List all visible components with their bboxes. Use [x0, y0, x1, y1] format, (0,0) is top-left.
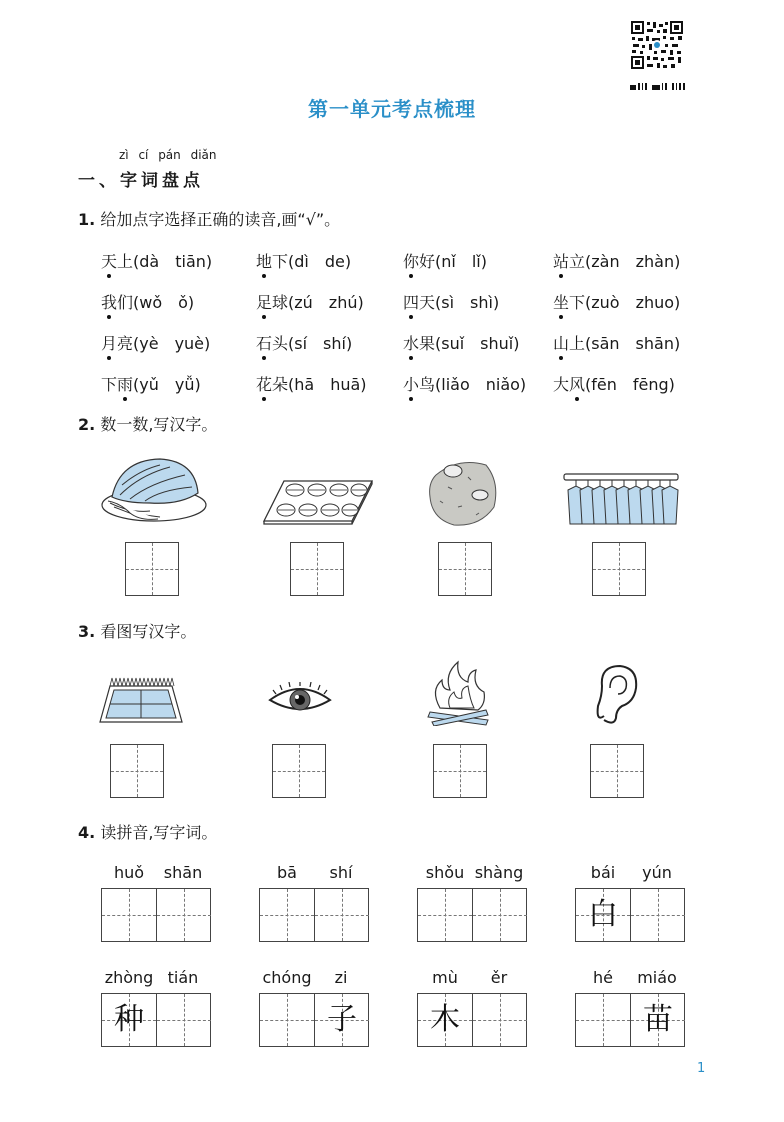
section-pinyin: zì cí pán diǎn — [119, 148, 217, 162]
word-box[interactable] — [259, 888, 369, 942]
question-number: 1. — [78, 210, 96, 229]
reading-choice-item[interactable] — [403, 249, 487, 272]
reading-choice-item[interactable] — [256, 290, 364, 313]
question-text: 数一数,写汉字。 — [100, 415, 218, 434]
char-box[interactable] — [290, 542, 344, 596]
question-text: 给加点字选择正确的读音,画“√”。 — [100, 210, 341, 229]
choice-options: (zuò zhuo) — [585, 293, 681, 312]
given-character: 白 — [588, 897, 618, 932]
char-cell[interactable] — [630, 994, 685, 1046]
emphasis-dot — [123, 397, 127, 401]
pinyin-label: shàng — [474, 863, 524, 882]
char-cell[interactable] — [102, 889, 156, 941]
pinyin-label: hé — [593, 968, 613, 987]
char-cell[interactable] — [260, 889, 314, 941]
choice-word: 小鸟 — [403, 375, 436, 394]
hanging-clothes-illustration — [562, 470, 680, 532]
eye-illustration — [268, 682, 332, 722]
choice-options: (sí shí) — [288, 334, 353, 353]
char-cell[interactable] — [472, 889, 527, 941]
char-box[interactable] — [110, 744, 164, 798]
emphasis-dot — [575, 397, 579, 401]
char-cell[interactable] — [156, 994, 211, 1046]
choice-word: 大风 — [553, 375, 586, 394]
reading-choice-item[interactable] — [256, 249, 351, 272]
given-character — [157, 994, 211, 1046]
given-character — [631, 889, 685, 941]
pinyin-label: bái — [590, 863, 616, 882]
choice-word: 四天 — [403, 293, 436, 312]
char-box[interactable] — [272, 744, 326, 798]
given-character — [260, 994, 314, 1046]
given-character — [157, 889, 211, 941]
emphasis-dot — [409, 274, 413, 278]
given-character: 苗 — [643, 1002, 673, 1037]
page-title: 第一单元考点梳理 — [308, 97, 476, 121]
choice-options: (dà tiān) — [133, 252, 213, 271]
char-box[interactable] — [433, 744, 487, 798]
choice-word: 水果 — [403, 334, 436, 353]
choice-options: (suǐ shuǐ) — [435, 334, 520, 353]
char-cell[interactable] — [418, 994, 472, 1046]
choice-word: 月亮 — [101, 334, 134, 353]
char-cell[interactable] — [314, 889, 369, 941]
char-cell[interactable] — [260, 994, 314, 1046]
choice-word: 你好 — [403, 252, 436, 271]
pinyin-label: shí — [329, 863, 353, 882]
char-cell[interactable] — [418, 889, 472, 941]
given-character — [260, 889, 314, 941]
pinyin-label: zi — [334, 968, 348, 987]
question-1 — [78, 207, 340, 230]
given-character — [418, 889, 472, 941]
char-box[interactable] — [125, 542, 179, 596]
char-box[interactable] — [592, 542, 646, 596]
pinyin-label: tián — [167, 968, 199, 987]
choice-options: (liǎo niǎo) — [435, 375, 527, 394]
given-character — [473, 889, 527, 941]
char-cell[interactable] — [102, 994, 156, 1046]
given-character — [576, 994, 630, 1046]
round-field-illustration — [428, 457, 500, 533]
reading-choice-item[interactable] — [403, 372, 526, 395]
pinyin-label: huǒ — [113, 863, 145, 882]
pinyin-label: miáo — [637, 968, 677, 987]
pinyin-label: mù — [432, 968, 458, 987]
choice-word: 山上 — [553, 334, 586, 353]
choice-options: (sì shì) — [435, 293, 500, 312]
reading-choice-item[interactable] — [101, 249, 212, 272]
pinyin-label: bā — [277, 863, 297, 882]
word-box[interactable] — [575, 888, 685, 942]
reading-choice-item[interactable] — [101, 290, 194, 313]
given-character: 种 — [114, 1002, 144, 1037]
choice-word: 我们 — [101, 293, 134, 312]
fire-illustration — [424, 660, 496, 730]
given-character — [473, 994, 527, 1046]
reading-choice-item[interactable] — [101, 372, 201, 395]
question-3 — [78, 619, 196, 642]
word-box[interactable] — [259, 993, 369, 1047]
reading-choice-item[interactable] — [403, 331, 520, 354]
emphasis-dot — [409, 315, 413, 319]
choice-word: 石头 — [256, 334, 289, 353]
word-box[interactable] — [575, 993, 685, 1047]
question-text: 看图写汉字。 — [100, 622, 197, 641]
choice-word: 下雨 — [101, 375, 134, 394]
choice-options: (zú zhú) — [288, 293, 364, 312]
question-2 — [78, 412, 217, 435]
question-number: 2. — [78, 415, 96, 434]
pinyin-label: shǒu — [425, 863, 465, 882]
choice-options: (yè yuè) — [133, 334, 211, 353]
emphasis-dot — [559, 315, 563, 319]
emphasis-dot — [262, 356, 266, 360]
reading-choice-item[interactable] — [256, 372, 367, 395]
choice-word: 天上 — [101, 252, 134, 271]
reading-choice-item[interactable] — [553, 331, 680, 354]
emphasis-dot — [409, 397, 413, 401]
reading-choice-item[interactable] — [403, 290, 499, 313]
pinyin-label: chóng — [262, 968, 312, 987]
word-box[interactable] — [101, 993, 211, 1047]
emphasis-dot — [262, 315, 266, 319]
char-cell[interactable] — [576, 994, 630, 1046]
choice-word: 站立 — [553, 252, 586, 271]
word-box[interactable] — [417, 888, 527, 942]
emphasis-dot — [262, 397, 266, 401]
question-4 — [78, 820, 217, 843]
choice-word: 地下 — [256, 252, 289, 271]
reading-choice-item[interactable] — [256, 331, 352, 354]
pinyin-label: zhòng — [104, 968, 154, 987]
choice-options: (zàn zhàn) — [585, 252, 681, 271]
question-number: 4. — [78, 823, 96, 842]
reading-choice-item[interactable] — [101, 331, 210, 354]
reading-choice-item[interactable] — [553, 249, 680, 272]
char-cell[interactable] — [576, 889, 630, 941]
char-cell[interactable] — [630, 889, 685, 941]
given-character: 木 — [430, 1002, 460, 1037]
reading-choice-item[interactable] — [553, 290, 680, 313]
given-character — [315, 889, 369, 941]
choice-word: 坐下 — [553, 293, 586, 312]
emphasis-dot — [559, 356, 563, 360]
page-number: 1 — [697, 1061, 706, 1076]
word-box[interactable] — [101, 888, 211, 942]
question-text: 读拼音,写字词。 — [100, 823, 218, 842]
qr-code — [630, 20, 684, 70]
emphasis-dot — [262, 274, 266, 278]
word-box[interactable] — [417, 993, 527, 1047]
choice-options: (yǔ yǚ) — [133, 375, 201, 394]
emphasis-dot — [559, 274, 563, 278]
section-heading: 一、字词盘点 — [78, 171, 204, 191]
char-cell[interactable] — [156, 889, 211, 941]
emphasis-dot — [409, 356, 413, 360]
choice-options: (sān shān) — [585, 334, 681, 353]
ear-illustration — [594, 662, 640, 730]
cabbage-illustration — [100, 455, 208, 531]
choice-word: 足球 — [256, 293, 289, 312]
char-box[interactable] — [438, 542, 492, 596]
reading-choice-item[interactable] — [553, 372, 675, 395]
choice-options: (nǐ lǐ) — [435, 252, 487, 271]
choice-options: (wǒ ǒ) — [133, 293, 195, 312]
choice-options: (hā huā) — [288, 375, 367, 394]
emphasis-dot — [107, 274, 111, 278]
emphasis-dot — [107, 356, 111, 360]
choice-options: (dì de) — [288, 252, 352, 271]
tray-of-buns-illustration — [262, 477, 374, 529]
char-cell[interactable] — [314, 994, 369, 1046]
pinyin-label: shān — [163, 863, 203, 882]
question-number: 3. — [78, 622, 96, 641]
barcode — [630, 76, 686, 84]
char-box[interactable] — [590, 744, 644, 798]
emphasis-dot — [107, 315, 111, 319]
pinyin-label: ěr — [490, 968, 508, 987]
choice-options: (fēn fēng) — [585, 375, 675, 394]
pinyin-label: yún — [642, 863, 672, 882]
char-cell[interactable] — [472, 994, 527, 1046]
given-character — [102, 889, 156, 941]
given-character: 子 — [327, 1002, 357, 1037]
choice-word: 花朵 — [256, 375, 289, 394]
field-illustration — [98, 672, 184, 730]
